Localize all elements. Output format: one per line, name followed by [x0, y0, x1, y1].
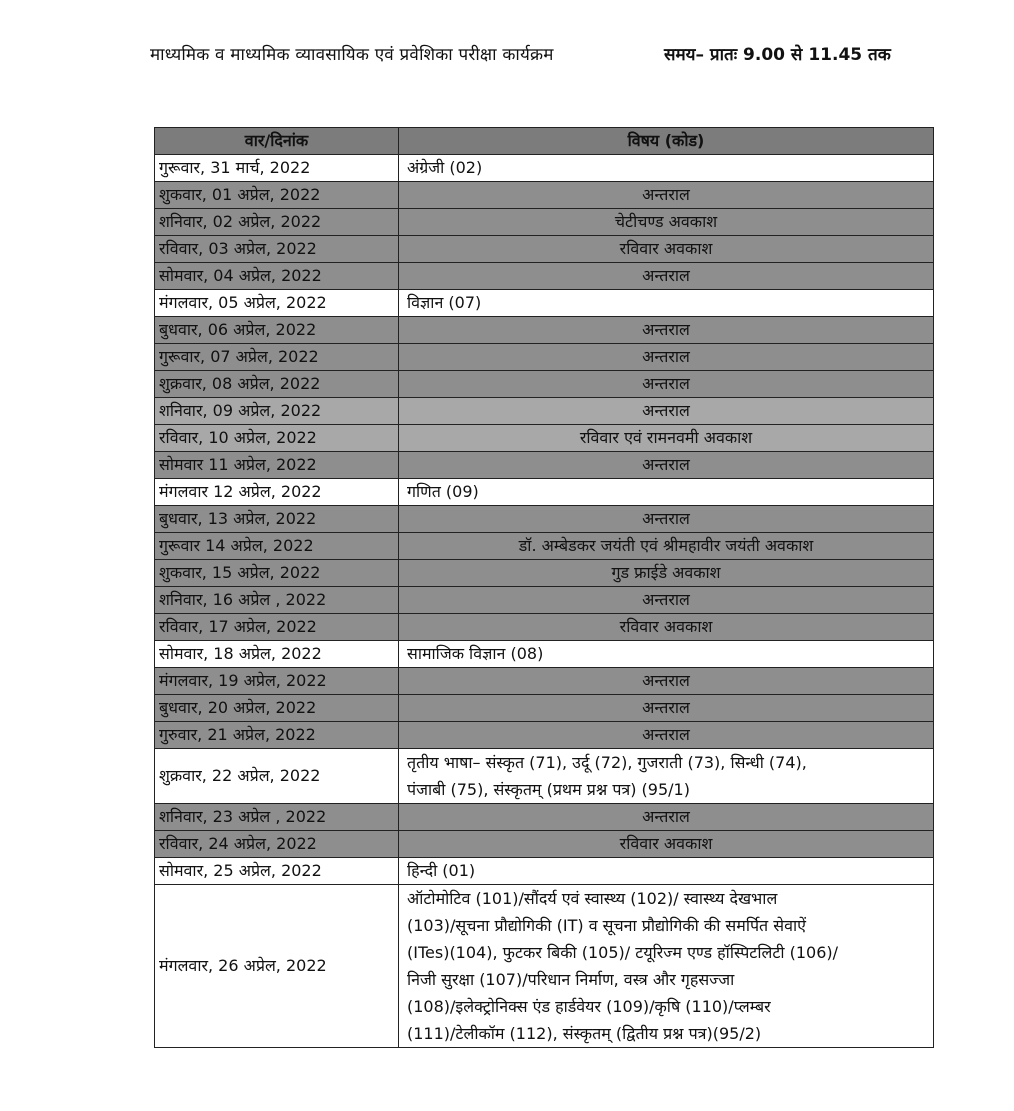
row-subject: अन्तराल — [399, 804, 934, 831]
row-date: रविवार, 03 अप्रेल, 2022 — [155, 236, 399, 263]
row-subject: अन्तराल — [399, 263, 934, 290]
subject-line: (ITes)(104), फुटकर बिकी (105)/ टयूरिज्म एण्ड हॉस्पिटलिटी (106)/ — [407, 943, 839, 962]
row-subject: चेटीचण्ड अवकाश — [399, 209, 934, 236]
row-subject: अन्तराल — [399, 587, 934, 614]
row-subject: डॉ. अम्बेडकर जयंती एवं श्रीमहावीर जयंती अवकाश — [399, 533, 934, 560]
row-subject: रविवार अवकाश — [399, 236, 934, 263]
row-subject: अन्तराल — [399, 695, 934, 722]
row-date: मंगलवार, 05 अप्रेल, 2022 — [155, 290, 399, 317]
table-row — [155, 831, 934, 858]
row-subject: अंग्रेजी (02) — [399, 155, 934, 182]
row-subject: अन्तराल — [399, 506, 934, 533]
row-date: रविवार, 24 अप्रेल, 2022 — [155, 831, 399, 858]
row-subject: विज्ञान (07) — [399, 290, 934, 317]
row-subject: हिन्दी (01) — [399, 858, 934, 885]
table-header-row — [155, 128, 934, 155]
row-date: रविवार, 10 अप्रेल, 2022 — [155, 425, 399, 452]
row-subject: अन्तराल — [399, 371, 934, 398]
row-date: सोमवार, 04 अप्रेल, 2022 — [155, 263, 399, 290]
row-date: गुरूवार, 31 मार्च, 2022 — [155, 155, 399, 182]
row-date: शनिवार, 16 अप्रेल , 2022 — [155, 587, 399, 614]
exam-time: समय– प्रातः 9.00 से 11.45 तक — [664, 45, 891, 65]
table-row — [155, 749, 934, 804]
table-row — [155, 506, 934, 533]
subject-line: (108)/इलेक्ट्रोनिक्स एंड हार्डवेयर (109)/कृषि (110)/प्लम्बर — [407, 997, 771, 1016]
table-row — [155, 533, 934, 560]
row-subject: अन्तराल — [399, 182, 934, 209]
row-date: शुकवार, 15 अप्रेल, 2022 — [155, 560, 399, 587]
table-row — [155, 641, 934, 668]
subject-line: तृतीय भाषा– संस्कृत (71), उर्दू (72), गुजराती (73), सिन्धी (74), — [407, 753, 807, 772]
row-subject: गणित (09) — [399, 479, 934, 506]
table-row — [155, 695, 934, 722]
row-date: मंगलवार, 26 अप्रेल, 2022 — [155, 885, 399, 1048]
row-subject — [399, 885, 934, 1048]
subject-line: निजी सुरक्षा (107)/परिधान निर्माण, वस्त्र और गृहसज्जा — [407, 970, 735, 989]
row-subject: सामाजिक विज्ञान (08) — [399, 641, 934, 668]
table-row — [155, 560, 934, 587]
row-date: सोमवार, 25 अप्रेल, 2022 — [155, 858, 399, 885]
row-date: शनिवार, 09 अप्रेल, 2022 — [155, 398, 399, 425]
table-row — [155, 722, 934, 749]
column-header-subject: विषय (कोड) — [399, 128, 934, 155]
table-row — [155, 290, 934, 317]
table-row — [155, 155, 934, 182]
row-subject: रविवार अवकाश — [399, 614, 934, 641]
table-row — [155, 236, 934, 263]
table-row — [155, 398, 934, 425]
table-row — [155, 182, 934, 209]
table-row — [155, 452, 934, 479]
row-date: गुरूवार 14 अप्रेल, 2022 — [155, 533, 399, 560]
row-date: रविवार, 17 अप्रेल, 2022 — [155, 614, 399, 641]
row-date: गुरुवार, 21 अप्रेल, 2022 — [155, 722, 399, 749]
subject-line: ऑटोमोटिव (101)/सौंदर्य एवं स्वास्थ्य (102)/ स्वास्थ्य देखभाल — [407, 889, 778, 908]
table-row — [155, 885, 934, 1048]
row-subject: अन्तराल — [399, 398, 934, 425]
row-subject: अन्तराल — [399, 344, 934, 371]
table-row — [155, 614, 934, 641]
table-row — [155, 858, 934, 885]
row-date: शनिवार, 02 अप्रेल, 2022 — [155, 209, 399, 236]
row-date: शुकवार, 01 अप्रेल, 2022 — [155, 182, 399, 209]
row-date: बुधवार, 06 अप्रेल, 2022 — [155, 317, 399, 344]
row-date: गुरूवार, 07 अप्रेल, 2022 — [155, 344, 399, 371]
table-row — [155, 425, 934, 452]
table-row — [155, 317, 934, 344]
row-subject: अन्तराल — [399, 668, 934, 695]
row-subject: गुड फ्राईडे अवकाश — [399, 560, 934, 587]
table-row — [155, 263, 934, 290]
row-date: मंगलवार 12 अप्रेल, 2022 — [155, 479, 399, 506]
exam-program-title: माध्यमिक व माध्यमिक व्यावसायिक एवं प्रवेशिका परीक्षा कार्यक्रम — [150, 45, 554, 65]
table-row — [155, 209, 934, 236]
subject-line: (103)/सूचना प्रौद्योगिकी (IT) व सूचना प्रौद्योगिकी की समर्पित सेवाऐं — [407, 916, 806, 935]
row-date: मंगलवार, 19 अप्रेल, 2022 — [155, 668, 399, 695]
row-date: शनिवार, 23 अप्रेल , 2022 — [155, 804, 399, 831]
row-subject: अन्तराल — [399, 722, 934, 749]
table-row — [155, 344, 934, 371]
table-row — [155, 479, 934, 506]
table-row — [155, 668, 934, 695]
row-subject: रविवार एवं रामनवमी अवकाश — [399, 425, 934, 452]
row-subject — [399, 749, 934, 804]
table-row — [155, 371, 934, 398]
page-header — [150, 42, 914, 72]
row-date: बुधवार, 13 अप्रेल, 2022 — [155, 506, 399, 533]
row-subject: अन्तराल — [399, 452, 934, 479]
row-date: शुक्रवार, 22 अप्रेल, 2022 — [155, 749, 399, 804]
row-subject: रविवार अवकाश — [399, 831, 934, 858]
row-date: शुक्रवार, 08 अप्रेल, 2022 — [155, 371, 399, 398]
subject-line: पंजाबी (75), संस्कृतम् (प्रथम प्रश्न पत्र) (95/1) — [407, 780, 690, 799]
row-date: सोमवार 11 अप्रेल, 2022 — [155, 452, 399, 479]
row-date: बुधवार, 20 अप्रेल, 2022 — [155, 695, 399, 722]
exam-schedule-table — [154, 127, 934, 1048]
table-row — [155, 804, 934, 831]
table-row — [155, 587, 934, 614]
column-header-date: वार/दिनांक — [155, 128, 399, 155]
row-date: सोमवार, 18 अप्रेल, 2022 — [155, 641, 399, 668]
subject-line: (111)/टेलीकॉम (112), संस्कृतम् (द्वितीय प्रश्न पत्र)(95/2) — [407, 1024, 762, 1043]
row-subject: अन्तराल — [399, 317, 934, 344]
